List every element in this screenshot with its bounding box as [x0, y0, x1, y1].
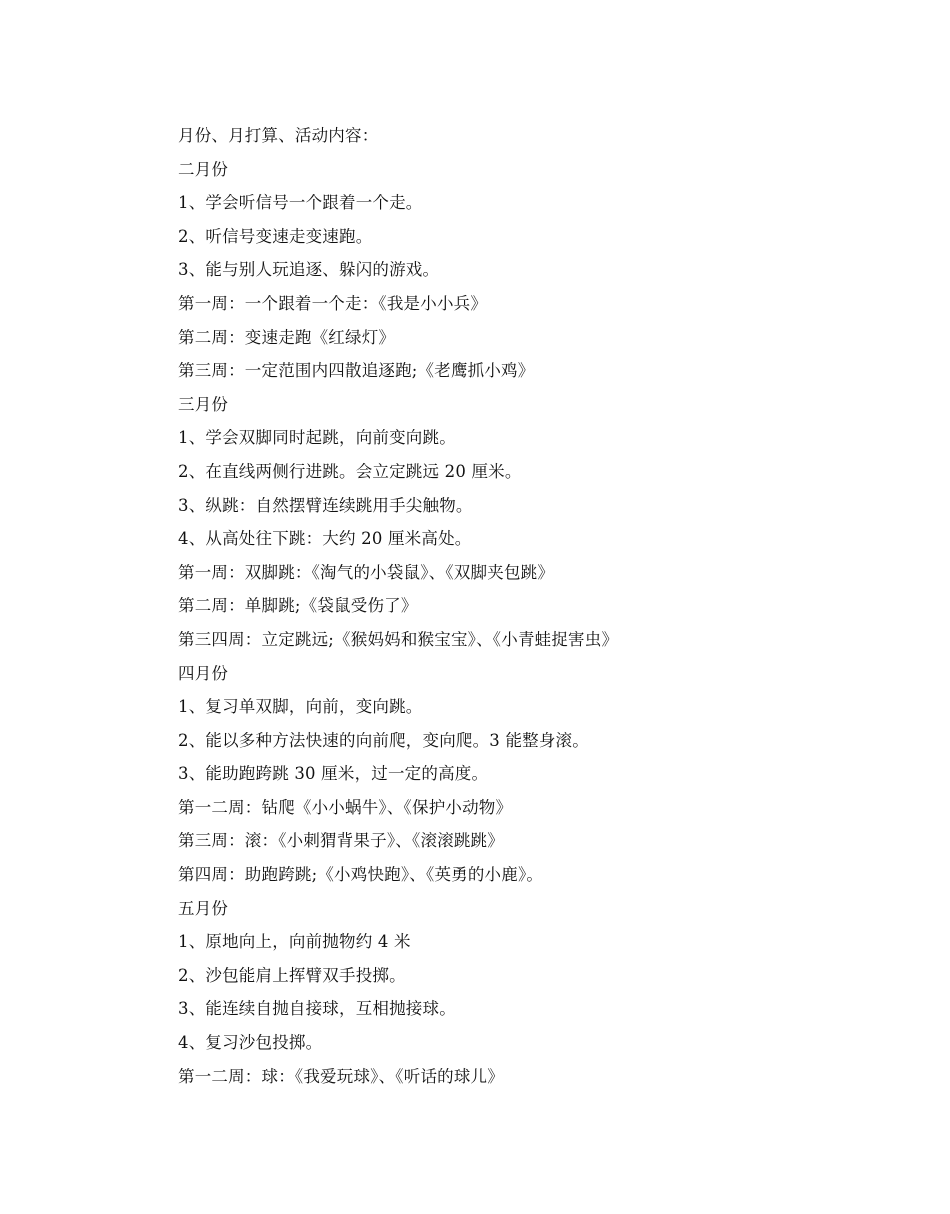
document-body: [178, 119, 858, 1093]
text-line: 3、纵跳：自然摆臂连续跳用手尖触物。: [178, 495, 473, 515]
text-line: 2、听信号变速走变速跑。: [178, 226, 373, 246]
text-line: 第四周：助跑跨跳;《小鸡快跑》、《英勇的小鹿》。: [178, 865, 544, 885]
month-heading-february: 二月份: [178, 159, 229, 179]
text-line: 4、复习沙包投掷。: [178, 1033, 323, 1053]
text-line: 1、原地向上，向前抛物约 4 米: [178, 932, 411, 952]
text-line: 第三四周：立定跳远;《猴妈妈和猴宝宝》、《小青蛙捉害虫》: [178, 629, 619, 649]
text-line: 2、能以多种方法快速的向前爬，变向爬。3 能整身滚。: [178, 730, 589, 750]
text-line: 第二周：变速走跑《红绿灯》: [178, 327, 396, 347]
text-line: 第三周：滚：《小刺猬背果子》、《滚滚跳跳》: [178, 831, 504, 851]
text-line: 3、能助跑跨跳 30 厘米，过一定的高度。: [178, 764, 489, 784]
text-line: 3、能连续自抛自接球，互相抛接球。: [178, 999, 456, 1019]
month-heading-april: 四月份: [178, 663, 229, 683]
month-heading-march: 三月份: [178, 394, 229, 414]
text-line: 4、从高处往下跳：大约 20 厘米高处。: [178, 529, 472, 549]
text-line: 1、学会听信号一个跟着一个走。: [178, 193, 423, 213]
text-line: 第二周：单脚跳;《袋鼠受伤了》: [178, 596, 418, 616]
heading-line: 月份、月打算、活动内容：: [178, 126, 379, 145]
text-line: 第一周：双脚跳：《淘气的小袋鼠》、《双脚夹包跳》: [178, 562, 555, 582]
text-line: 2、沙包能肩上挥臂双手投掷。: [178, 965, 406, 985]
text-line: 1、复习单双脚，向前，变向跳。: [178, 697, 423, 717]
text-line: 2、在直线两侧行进跳。会立定跳远 20 厘米。: [178, 461, 522, 481]
month-heading-may: 五月份: [178, 898, 229, 918]
text-line: 第三周：一定范围内四散追逐跑;《老鹰抓小鸡》: [178, 361, 535, 381]
text-line: 1、学会双脚同时起跳，向前变向跳。: [178, 428, 456, 448]
text-line: 第一周：一个跟着一个走：《我是小小兵》: [178, 293, 488, 313]
text-line: 3、能与别人玩追逐、躲闪的游戏。: [178, 260, 440, 280]
text-line: 第一二周：钻爬《小小蜗牛》、《保护小动物》: [178, 797, 513, 817]
text-line: 第一二周：球：《我爱玩球》、《听话的球儿》: [178, 1066, 504, 1086]
